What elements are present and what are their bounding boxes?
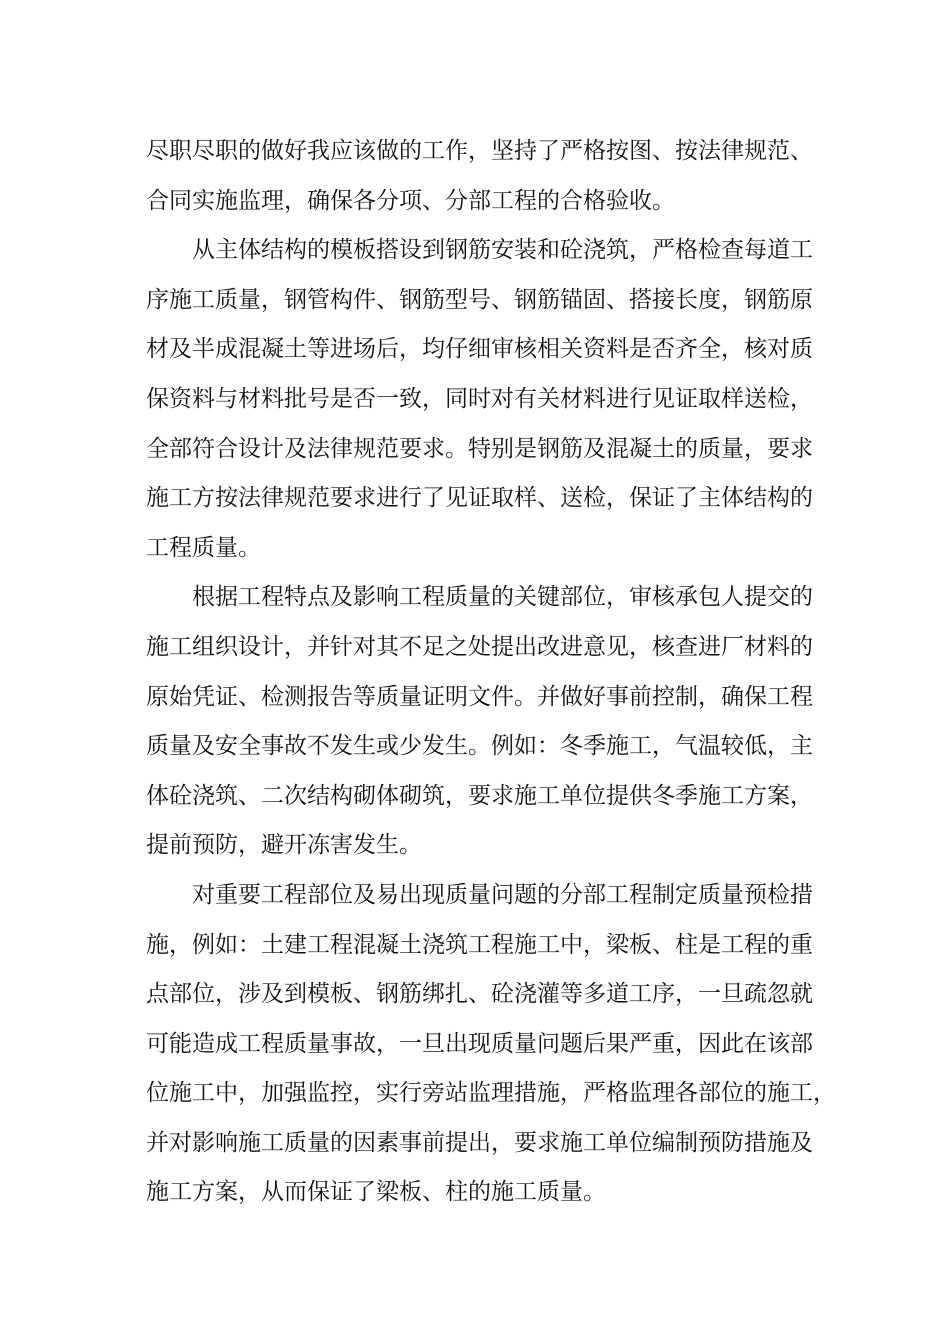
text-line: 体砼浇筑、二次结构砌体砌筑，要求施工单位提供冬季施工方案， [146, 782, 813, 809]
text-line: 并对影响施工质量的因素事前提出，要求施工单位编制预防措施及 [146, 1129, 813, 1156]
text-line: 工程质量。 [146, 534, 261, 561]
text-line: 尽职尽职的做好我应该做的工作，坚持了严格按图、按法律规范、 [146, 138, 813, 164]
paragraph-first-line: 根据工程特点及影响工程质量的关键部位，审核承包人提交的 [192, 584, 813, 611]
text-line: 序施工质量，钢管构件、钢筋型号、钢筋锚固、搭接长度，钢筋原 [146, 286, 813, 313]
text-line: 材及半成混凝土等进场后，均仔细审核相关资料是否齐全，核对质 [146, 336, 813, 363]
text-line: 提前预防，避开冻害发生。 [146, 832, 422, 859]
text-line: 施工方按法律规范要求进行了见证取样、送检，保证了主体结构的 [146, 485, 813, 512]
paragraph-first-line: 从主体结构的模板搭设到钢筋安装和砼浇筑，严格检查每道工 [192, 237, 813, 264]
text-line: 合同实施监理，确保各分项、分部工程的合格验收。 [146, 187, 675, 214]
text-line: 质量及安全事故不发生或少发生。例如：冬季施工，气温较低，主 [146, 733, 813, 760]
text-line: 点部位，涉及到模板、钢筋绑扎、砼浇灌等多道工序，一旦疏忽就 [146, 981, 813, 1008]
text-line: 施，例如：土建工程混凝土浇筑工程施工中，梁板、柱是工程的重 [146, 931, 813, 958]
text-line: 可能造成工程质量事故，一旦出现质量问题后果严重，因此在该部 [146, 1030, 813, 1057]
paragraph-first-line: 对重要工程部位及易出现质量问题的分部工程制定质量预检措 [192, 881, 813, 908]
document-body [146, 127, 836, 1218]
text-line: 施工组织设计，并针对其不足之处提出改进意见，核查进厂材料的 [146, 633, 813, 660]
text-line: 全部符合设计及法律规范要求。特别是钢筋及混凝土的质量，要求 [146, 435, 813, 462]
text-line: 原始凭证、检测报告等质量证明文件。并做好事前控制，确保工程 [146, 683, 813, 710]
text-line: 保资料与材料批号是否一致，同时对有关材料进行见证取样送检， [146, 385, 813, 412]
text-line: 施工方案，从而保证了梁板、柱的施工质量。 [146, 1179, 606, 1206]
text-line: 位施工中，加强监控，实行旁站监理措施，严格监理各部位的施工， [146, 1080, 836, 1107]
